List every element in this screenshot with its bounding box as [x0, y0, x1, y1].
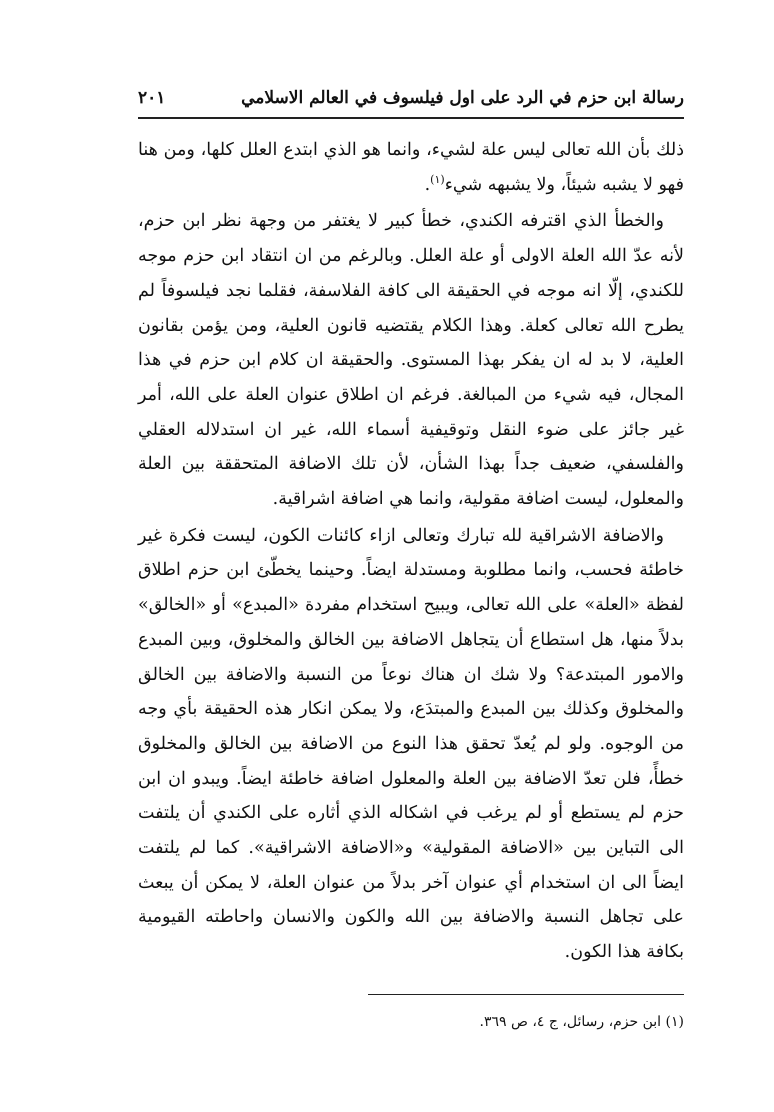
paragraph-3: والاضافة الاشراقية لله تبارك وتعالى ازاء كائنات الكون، ليست فكرة غير خاطئة فحسب، وانما مطلوبة ومستدلة ايضاً. وحينما يخطّئ ابن حزم اطلاق لفظة «العلة» على الله تعالى، ويبيح استخدام مفردة «المبدع» أو «الخالق» بدلاً منها، هل استطاع أن يتجاهل الاضافة بين الخالق والمخلوق، وبين المبدع والامور المبتدعة؟ ولا شك ان هناك نوعاً من النسبة والاضافة بين الخالق والمخلوق وكذلك بين المبدع والمبتدَع، ولا يمكن انكار هذه الحقيقة بأي وجه من الوجوه. ولو لم يُعدّ تحقق هذا النوع من الاضافة بين الخالق والمخلوق خطأً، فلن تعدّ الاضافة بين العلة والمعلول اضافة خاطئة ايضاً. ويبدو ان ابن حزم لم يستطع أو لم يرغب في اشكاله الذي أثاره على الكندي أن يلتفت الى التباين بين «الاضافة المقولية» و«الاضافة الاشراقية». كما لم يلتفت ايضاً الى ان استخدام أي عنوان آخر بدلاً من عنوان العلة، لا يمكن أن يبعث على تجاهل النسبة والاضافة بين الله والكون والانسان واحاطته القيومية بكافة هذا الكون.	[138, 525, 684, 963]
page-header	[138, 84, 684, 114]
running-title: رسالة ابن حزم في الرد على اول فيلسوف في العالم الاسلامي	[241, 88, 684, 108]
page-number: ٢٠١	[138, 88, 166, 108]
footnote: (١) ابن حزم، رسائل، ج ٤، ص ٣٦٩.	[479, 1014, 684, 1030]
paragraph-1-end: .	[424, 174, 431, 195]
footnote-reference: (١)	[430, 172, 445, 186]
body-text	[138, 133, 684, 972]
header-divider	[138, 117, 684, 119]
footnote-divider	[368, 994, 684, 995]
paragraph-1	[138, 133, 684, 202]
paragraph-1-text: ذلك بأن الله تعالى ليس علة لشيء، وانما هو الذي ابتدع العلل كلها، ومن هنا فهو لا يشبه شيئاً، ولا يشبهه شيء	[138, 140, 684, 195]
paragraph-2: والخطأ الذي اقترفه الكندي، خطأ كبير لا يغتفر من وجهة نظر ابن حزم، لأنه عدّ الله العلة الاولى أو علة العلل. وبالرغم من ان انتقاد ابن حزم موجه للكندي، إلّا انه موجه في الحقيقة الى كافة الفلاسفة، فقلما نجد فيلسوفاً لم يطرح الله تعالى كعلة. وهذا الكلام يقتضيه قانون العلية، ومن يؤمن بقانون العلية، لا بد له ان يفكر بهذا المستوى. والحقيقة ان كلام ابن حزم في هذا المجال، فيه شيء من المبالغة. فرغم ان اطلاق عنوان العلة على الله، أمر غير جائز على ضوء النقل وتوقيفية أسماء الله، غير ان استدلاله العقلي والفلسفي، ضعيف جداً بهذا الشأن، لأن تلك الاضافة المتحققة بين العلة والمعلول، ليست اضافة مقولية، وانما هي اضافة اشراقية.	[138, 211, 684, 510]
